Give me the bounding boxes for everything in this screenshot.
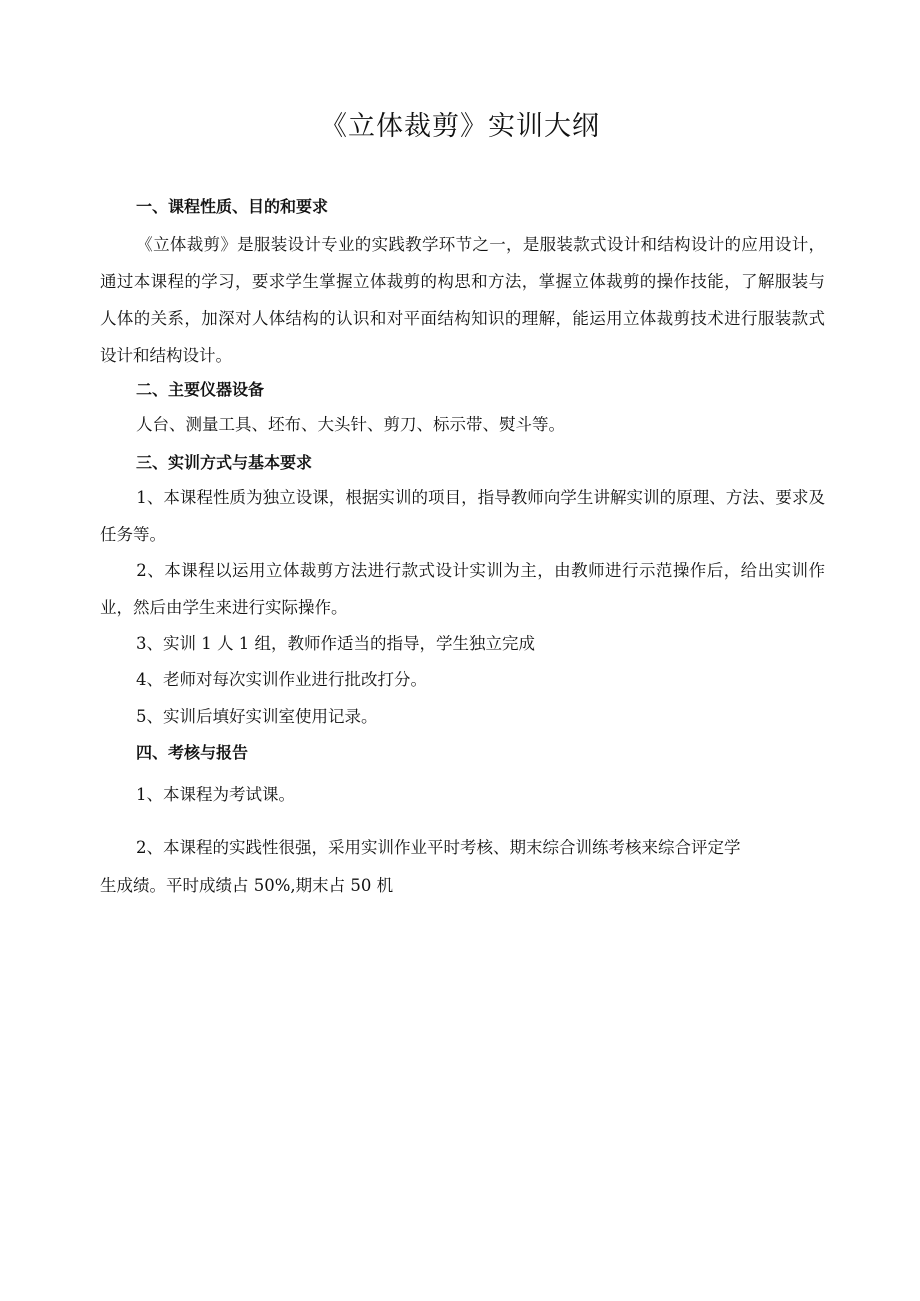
section-heading-method: 三、实训方式与基本要求 [136,453,313,472]
section-heading-nature: 一、课程性质、目的和要求 [136,197,329,216]
section-paragraph-nature: 《立体裁剪》是服装设计专业的实践教学环节之一，是服装款式设计和结构设计的应用设计，通过本课程的学习，要求学生掌握立体裁剪的构思和方法，掌握立体裁剪的操作技能，了解服装与人体的关系，加深对人体结构的认识和对平面结构知识的理解，能运用立体裁剪技术进行服装款式设计和结构设计。 [100,235,825,365]
assessment-item-2: 2、本课程的实践性很强，采用实训作业平时考核、期末综合训练考核来综合评定学 [136,838,741,857]
method-item-4: 4、老师对每次实训作业进行批改打分。 [136,670,427,689]
method-item-1: 1、本课程性质为独立设课，根据实训的项目，指导教师向学生讲解实训的原理、方法、要求及任务等。 [100,488,825,544]
method-item-2: 2、本课程以运用立体裁剪方法进行款式设计实训为主，由教师进行示范操作后，给出实训作业，然后由学生来进行实际操作。 [100,561,825,617]
method-item-3: 3、实训 1 人 1 组，教师作适当的指导，学生独立完成 [136,634,535,653]
method-item-5: 5、实训后填好实训室使用记录。 [136,707,378,726]
assessment-item-2-continued: 生成绩。平时成绩占 50%,期末占 50 机 [100,876,394,895]
section-paragraph-equipment: 人台、测量工具、坯布、大头针、剪刀、标示带、熨斗等。 [136,415,565,434]
section-heading-assessment: 四、考核与报告 [136,743,249,762]
assessment-item-1: 1、本课程为考试课。 [136,785,295,804]
section-heading-equipment: 二、主要仪器设备 [136,380,265,399]
document-title: 《立体裁剪》实训大纲 [320,111,600,142]
